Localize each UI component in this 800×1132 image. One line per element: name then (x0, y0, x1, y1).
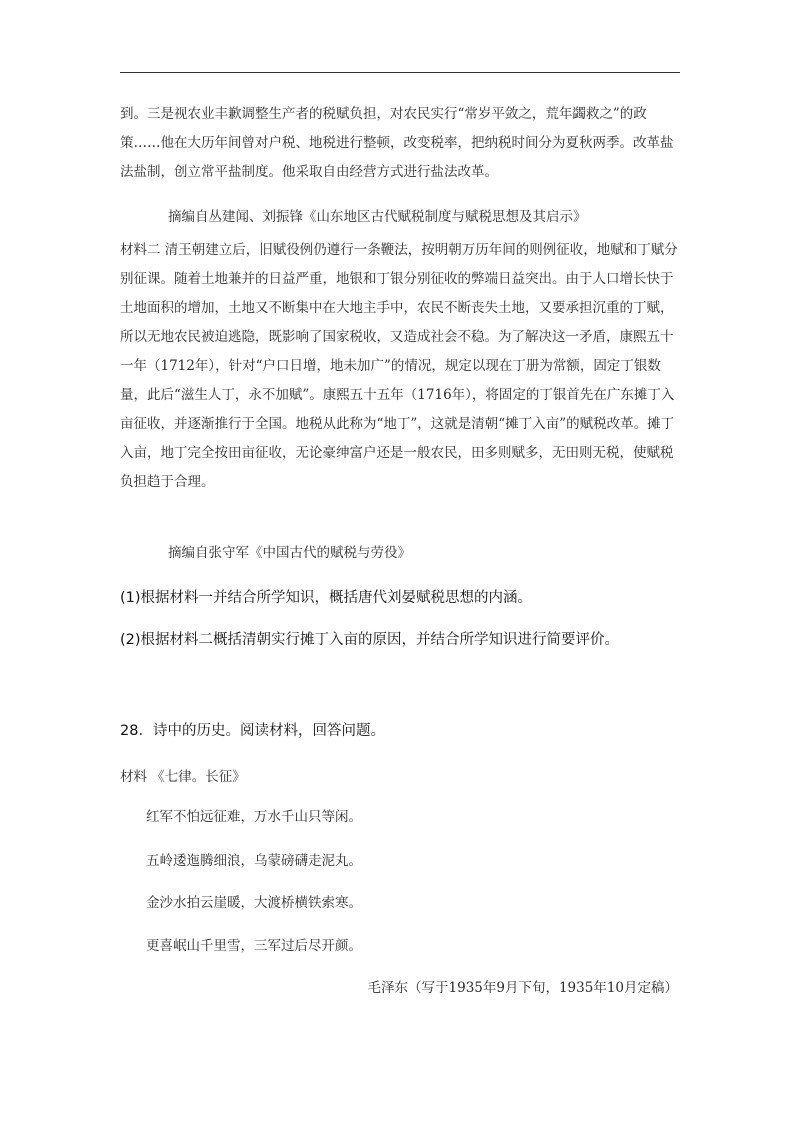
question-28-title: 28．诗中的历史。阅读材料，回答问题。 (120, 723, 385, 739)
poem-line-4: 更喜岷山千里雪，三军过后尽开颜。 (146, 938, 362, 954)
material-two-source: 摘编自张守军《中国古代的赋税与劳役》 (168, 545, 411, 561)
poem-material-label: 材料 《七律。长征》 (120, 769, 246, 785)
question-2: (2)根据材料二概括清朝实行摊丁入亩的原因，并结合所学知识进行简要评价。 (120, 632, 620, 648)
question-1: (1)根据材料一并结合所学知识，概括唐代刘晏赋税思想的内涵。 (120, 590, 533, 606)
poem-attribution: 毛泽东（写于1935年9月下旬，1935年10月定稿） (367, 980, 678, 996)
poem-line-3: 金沙水拍云崖暖，大渡桥横铁索寒。 (146, 895, 362, 911)
poem-line-2: 五岭逶迤腾细浪，乌蒙磅礴走泥丸。 (146, 853, 362, 869)
top-rule (120, 72, 680, 73)
material-one-source: 摘编自丛建闻、刘振锋《山东地区古代赋税制度与赋税思想及其启示》 (168, 209, 587, 225)
poem-line-1: 红军不怕远征难，万水千山只等闲。 (146, 809, 362, 825)
material-one-paragraph: 到。三是视农业丰歉调整生产者的税赋负担，对农民实行“常岁平敛之，荒年蠲救之”的政策……他在大历年间曾对户税、地税进行整顿，改变税率，把纳税时间分为夏秋两季。改革盐法盐制，创立常平盐制度。他采取自由经营方式进行盐法改革。 (120, 106, 674, 180)
material-two-paragraph: 材料二 清王朝建立后，旧赋役例仍遵行一条鞭法，按明朝万历年间的则例征收，地赋和丁赋分别征课。随着土地兼并的日益严重，地银和丁银分别征收的弊端日益突出。由于人口增长快于土地面积的增加，土地又不断集中在大地主手中，农民不断丧失土地，又要承担沉重的丁赋，所以无地农民被迫逃隐，既影响了国家税收，又造成社会不稳。为了解决这一矛盾，康熙五十一年（1712年），针对“户口日增，地未加广”的情况，规定以现在丁册为常额，固定丁银数量，此后“滋生人丁，永不加赋”。康熙五十五年（1716年），将固定的丁银首先在广东摊丁入亩征收，并逐渐推行于全国。地税从此称为“地丁”，这就是清朝“摊丁入亩”的赋税改革。摊丁入亩，地丁完全按田亩征收，无论豪绅富户还是一般农民，田多则赋多，无田则无税，使赋税负担趋于合理。 (120, 242, 678, 490)
